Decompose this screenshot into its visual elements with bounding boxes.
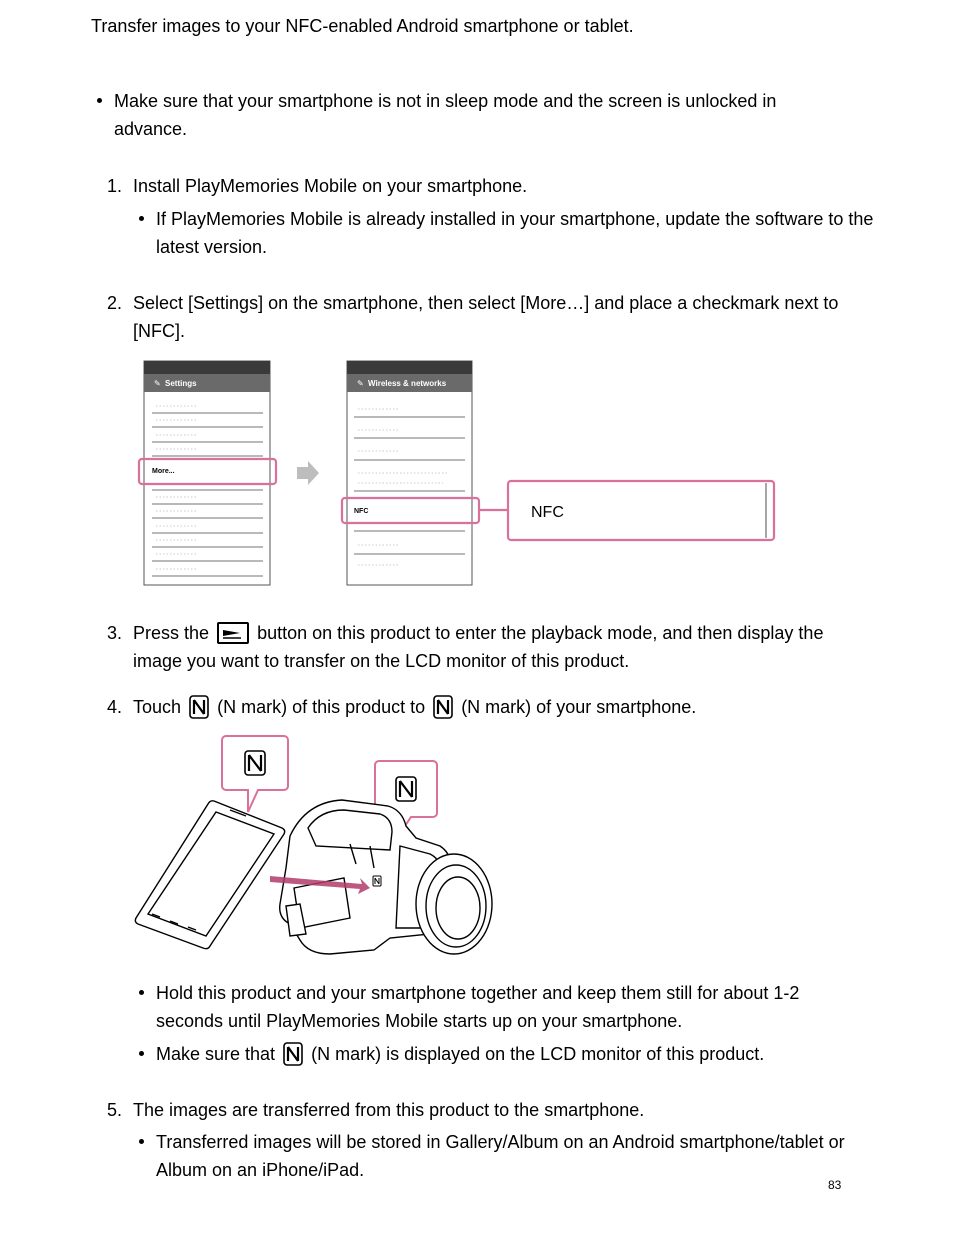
step-4-text-c: (N mark) of your smartphone. [461,697,697,717]
step-1-sub: If PlayMemories Mobile is already installed in your smartphone, update the software to the latest version. [156,209,874,257]
phone-camera-illustration [130,728,510,968]
step-4-sub-2 [156,1040,886,1068]
n-mark-icon [433,695,453,719]
wrench-icon: ✎ [154,379,161,388]
intro-text: Transfer images to your NFC-enabled Android smartphone or tablet. [91,16,634,36]
nfc-settings-figure [130,355,790,595]
nfc-zoom-label: NFC [531,504,564,521]
step-4-sub-2-b: (N mark) is displayed on the LCD monitor of this product. [311,1044,765,1064]
step-2-text: Select [Settings] on the smartphone, then select [More…] and place a checkmark next to [NFC]. [133,293,839,341]
step-1-number: 1. [107,176,123,196]
prereq-text: Make sure that your smartphone is not in sleep mode and the screen is unlocked in advance. [114,91,777,139]
camcorder [280,800,492,954]
n-mark-icon [283,1042,303,1066]
step-5-number: 5. [107,1100,123,1120]
right-arrow-icon [297,461,319,485]
phone-n-mark-callout [222,736,288,812]
step-5-sub: Transferred images will be stored in Gallery/Album on an Android smartphone/tablet or Album on an iPhone/iPad. [156,1132,845,1180]
bullet-dot [139,1139,144,1144]
step-4-text-b: (N mark) of this product to [217,697,426,717]
step-3-text-b: button on this product to enter the playback mode, and then display the image you want to transfer on the LCD monitor of this product. [133,623,824,671]
step-2-number: 2. [107,293,123,313]
smartphone [135,801,284,949]
bullet-dot [139,216,144,221]
step-3-text [133,619,873,675]
step-5-text: The images are transferred from this product to the smartphone. [133,1100,645,1120]
step-4-sub-1: Hold this product and your smartphone together and keep them still for about 1-2 seconds until PlayMemories Mobile starts up on your smartphone. [156,983,800,1031]
settings-screen [139,361,276,585]
bullet-dot [139,1051,144,1056]
step-3-number: 3. [107,623,123,643]
wireless-screen [342,361,479,585]
nfc-item: NFC [354,508,369,515]
step-4-number: 4. [107,697,123,717]
step-3-text-a: Press the [133,623,210,643]
step-4-text [133,693,893,721]
step-4-text-a: Touch [133,697,182,717]
settings-title: Settings [165,379,197,388]
bullet-dot [97,98,102,103]
step-4-sub-2-a: Make sure that [156,1044,276,1064]
bullet-dot [139,990,144,995]
nfc-zoom-box [508,481,774,540]
page-number: 83 [828,1178,842,1192]
playback-button-icon [217,622,249,644]
wrench-icon: ✎ [357,379,364,388]
more-item: More... [152,468,175,475]
step-1-text: Install PlayMemories Mobile on your smartphone. [133,176,528,196]
wireless-title: Wireless & networks [368,379,447,388]
n-mark-icon [189,695,209,719]
